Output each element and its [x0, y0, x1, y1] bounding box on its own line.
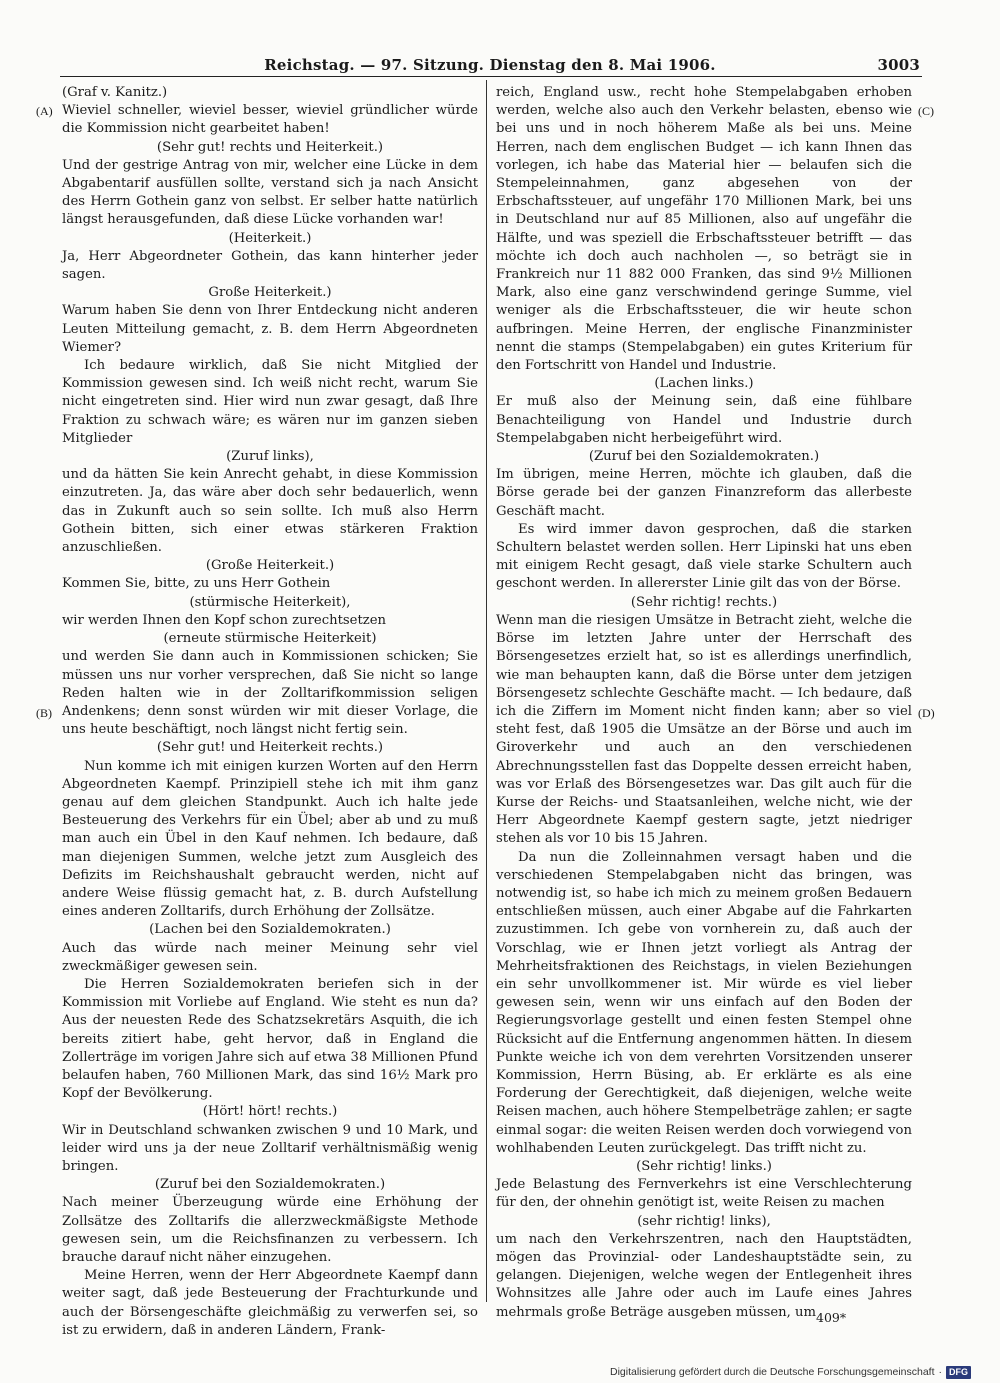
interjection: Große Heiterkeit.) [208, 285, 332, 301]
dfg-logo: DFG [946, 1366, 971, 1379]
interjection: (Zuruf bei den Sozialdemokraten.) [154, 1177, 386, 1193]
paragraph: Nun komme ich mit einigen kurzen Worten auf den Herrn Abgeordneten Kaempf. Prinzipiell stehe ich mit ihm ganz genau auf dem gleichen Standpunkt. Auch ich halte jede Besteuerung des Verkehrs für ein Übel; aber ab und zu muß man auch ein Übel in den Kauf nehmen. Ich bedaure, daß man diejenigen Summen, welche jetzt zum Ausgleich des Defizits im Reichshaushalt gebraucht werden, nicht auf andere Weise flüssig gemacht hat, z. B. durch Aufstellung eines anderen Zolltarifs, durch Erhöhung der Zollsätze. [62, 758, 478, 920]
page-number: 3003 [877, 56, 920, 74]
interjection: (Sehr richtig! rechts.) [630, 594, 778, 610]
paragraph: Warum haben Sie denn von Ihrer Entdeckung nicht anderen Leuten Mitteilung gemacht, z. B. dem Herrn Abgeordneten Wiemer? [62, 303, 478, 355]
paragraph: Er muß also der Meinung sein, daß eine fühlbare Benachteiligung von Handel und Industrie durch Stempelabgaben nicht herbeigeführt wird. [496, 394, 912, 446]
running-header [60, 56, 920, 76]
paragraph: Und der gestrige Antrag von mir, welcher eine Lücke in dem Abgabentarif ausfüllen sollte, verstand sich ja nach Ansicht des Herrn Gothein ganz von selbst. Er selber hatte natürlich längst herausgefunden, daß diese Lücke vorhanden war! [62, 157, 478, 228]
paragraph: Da nun die Zolleinnahmen versagt haben und die verschiedenen Stempelabgaben nicht das bringen, was notwendig ist, so habe ich mich zu meinem großen Bedauern entschließen müssen, auch einer Abgabe auf die Fahrkarten zuzustimmen. Ich gebe von vornherein zu, daß auch der Vorschlag, wie er Ihnen jetzt vorliegt als Antrag der Mehrheitsfraktionen des Reichstags, in vielen Beziehungen ein sehr unvollkommener ist. Mir würde es viel lieber gewesen sein, wenn wir uns einfach auf den Boden der Regierungsvorlage gestellt und einen festen Stempel ohne Rücksicht auf die Entfernung angenommen hätten. In diesem Punkte weiche ich von dem verehrten Vorsitzenden unserer Kommission, Herrn Büsing, ab. Er erklärte es als eine Forderung der Gerechtigkeit, daß diejenigen, welche weite Reisen machen, auch höhere Stempelbeträge zahlen; er sagte einmal sogar: die weiten Reisen werden doch vorwiegend von wohlhabenden Leuten zurückgelegt. Das trifft nicht zu. [496, 849, 912, 1156]
margin-mark-a: (A) [36, 104, 53, 118]
paragraph: und da hätten Sie kein Anrecht gehabt, in diese Kommission einzutreten. Ja, das wäre aber doch sehr bedauerlich, wenn das in Zukunft auch so sein sollte. Ich muß also Herrn Gothein bitten, sich einer etwas stärkeren Fraktion anzuschließen. [62, 467, 478, 556]
left-column [62, 84, 478, 1338]
interjection: (Große Heiterkeit.) [205, 558, 335, 574]
interjection: (Lachen links.) [654, 376, 754, 392]
paragraph: Wir in Deutschland schwanken zwischen 9 und 10 Mark, und leider wird uns ja der neue Zolltarif verhältnismäßig wenig bringen. [62, 1122, 478, 1174]
margin-mark-d: (D) [918, 706, 935, 720]
paragraph: Im übrigen, meine Herren, möchte ich glauben, daß die Börse gerade bei der ganzen Finanzreform das allerbeste Geschäft macht. [496, 467, 912, 519]
footer-text: Digitalisierung gefördert durch die Deutsche Forschungsgemeinschaft [610, 1366, 935, 1378]
paragraph: Wieviel schneller, wieviel besser, wieviel gründlicher würde die Kommission nicht gearbeitet haben! [62, 103, 478, 137]
paragraph: Es wird immer davon gesprochen, daß die starken Schultern belastet werden sollen. Herr Lipinski hat uns eben mit einigem Recht gesagt, daß viele starke Schultern auch geschont werden. In allererster Linie gilt das von der Börse. [496, 521, 912, 592]
paragraph: Die Herren Sozialdemokraten beriefen sich in der Kommission mit Vorliebe auf England. Wie steht es nun da? Aus der neuesten Rede des Schatzsekretärs Asquith, die ich bereits zitiert habe, geht hervor, daß in England die Zollerträge im vorigen Jahre sich auf etwa 38 Millionen Pfund belaufen haben, 760 Millionen Mark, das sind 16½ Mark pro Kopf der Bevölkerung. [62, 976, 478, 1102]
interjection: (Sehr richtig! links.) [636, 1158, 772, 1174]
interjection: (Heiterkeit.) [228, 230, 312, 246]
paragraph: reich, England usw., recht hohe Stempelabgaben erhoben werden, welche also auch den Verkehr belasten, ebenso wie bei uns und in noch höherem Maße als bei uns. Meine Herren, nach dem englischen Budget — ich kann Ihnen das vorlegen, ich habe das Material hier — belaufen sich die Stempeleinnahmen, ganz abgesehen von der Erbschaftssteuer, auf ungefähr 170 Millionen Mark, bei uns in Deutschland nur auf 85 Millionen, also auf ungefähr die Hälfte, und was speziell die Erbschaftssteuer betrifft — das möchte ich doch auch nachholen —, so beträgt sie in Frankreich nur 11 882 000 Franken, das sind 9½ Millionen Mark, also eine ganz verschwindend geringe Summe, viel weniger als die Erbschaftssteuer, die wir heute schon aufbringen. Meine Herren, der englische Finanzminister nennt die stamps (Stempelabgaben) ein gutes Kriterium für den Fortschritt von Handel und Industrie. [496, 85, 912, 374]
paragraph: Auch das würde nach meiner Meinung sehr viel zweckmäßiger gewesen sein. [62, 940, 478, 974]
sheet-number: 409* [816, 1310, 847, 1325]
interjection: (Sehr gut! und Heiterkeit rechts.) [156, 740, 384, 756]
margin-mark-b: (B) [36, 706, 52, 720]
speaker-label: (Graf v. Kanitz.) [62, 85, 168, 100]
footer-separator: · [938, 1366, 943, 1378]
header-title: Reichstag. — 97. Sitzung. Dienstag den 8. Mai 1906. [264, 56, 716, 74]
right-column [496, 84, 912, 1319]
paragraph: Ja, Herr Abgeordneter Gothein, das kann hinterher jeder sagen. [62, 248, 478, 283]
paragraph: Kommen Sie, bitte, zu uns Herr Gothein [62, 576, 331, 592]
interjection: (Hört! hört! rechts.) [202, 1104, 338, 1120]
paragraph: wir werden Ihnen den Kopf schon zurechtsetzen [62, 612, 387, 628]
margin-mark-c: (C) [918, 104, 934, 118]
interjection: (erneute stürmische Heiterkeit) [163, 631, 377, 647]
column-divider [486, 80, 487, 1302]
header-rule [60, 76, 922, 77]
paragraph: und werden Sie dann auch in Kommissionen schicken; Sie müssen uns nur vorher versprechen, daß Sie nicht so lange Reden halten wie in der Zolltarifkommission seligen Andenkens; denn sonst würden wir mit dieser Vorlage, die uns heute beschäftigt, noch längst nicht fertig sein. [62, 649, 478, 738]
interjection: (Zuruf bei den Sozialdemokraten.) [588, 449, 820, 465]
interjection: (Sehr gut! rechts und Heiterkeit.) [156, 139, 384, 155]
paragraph: Nach meiner Überzeugung würde eine Erhöhung der Zollsätze des Zolltarifs die allerzweckmäßigste Methode gewesen sein, um die Reichsfinanzen zu verbessern. Ich brauche darauf nicht näher einzugehen. [62, 1195, 478, 1265]
paragraph: Ich bedaure wirklich, daß Sie nicht Mitglied der Kommission gewesen sind. Ich weiß nicht recht, warum Sie nicht eingetreten sind. Hier wird nun zwar gesagt, daß Ihre Fraktion zu schwach wäre; es wären nur im ganzen sieben Mitglieder [62, 358, 478, 446]
paragraph: Meine Herren, wenn der Herr Abgeordnete Kaempf dann weiter sagt, daß jede Besteuerung der Frachturkunde und auch der Börsengeschäfte gleichmäßig zu verwerfen sei, so ist zu erwidern, daß in anderen Ländern, Frank- [62, 1268, 478, 1338]
paragraph: um nach den Verkehrszentren, nach den Hauptstädten, mögen das Provinzial- oder Landeshauptstädte sein, zu gelangen. Diejenigen, welche wegen der Entlegenheit ihres Wohnsitzes alle Jahre oder auch im Laufe eines Jahres mehrmals große Beträge ausgeben müssen, um [496, 1231, 912, 1320]
interjection: (stürmische Heiterkeit), [189, 594, 351, 610]
interjection: (sehr richtig! links), [637, 1213, 771, 1229]
interjection: (Lachen bei den Sozialdemokraten.) [149, 922, 391, 938]
interjection: (Zuruf links), [226, 449, 314, 465]
paragraph: Jede Belastung des Fernverkehrs ist eine Verschlechterung für den, der ohnehin genötigt ist, weite Reisen zu machen [496, 1177, 912, 1211]
footer [610, 1364, 990, 1380]
paragraph: Wenn man die riesigen Umsätze in Betracht zieht, welche die Börse im letzten Jahre unter der Herrschaft des Börsengesetzes erzielt hat, so ist es allerdings unerfindlich, wie man behaupten kann, daß die Börse unter dem jetzigen Börsengesetz schlechte Geschäfte macht. — Ich bedaure, daß ich die Ziffern im Moment nicht finden kann; aber so viel steht fest, daß 1905 die Umsätze an der Börse und auch im Giroverkehr und auch an den verschiedenen Abrechnungsstellen fast das Doppelte dessen erreicht haben, was vor Erlaß des Börsengesetzes war. Das gilt auch für die Kurse der Reichs- und Staatsanleihen, welche nicht, wie der Herr Abgeordnete Kaempf gestern sagte, jetzt niedriger stehen als vor 10 bis 15 Jahren. [496, 612, 912, 847]
